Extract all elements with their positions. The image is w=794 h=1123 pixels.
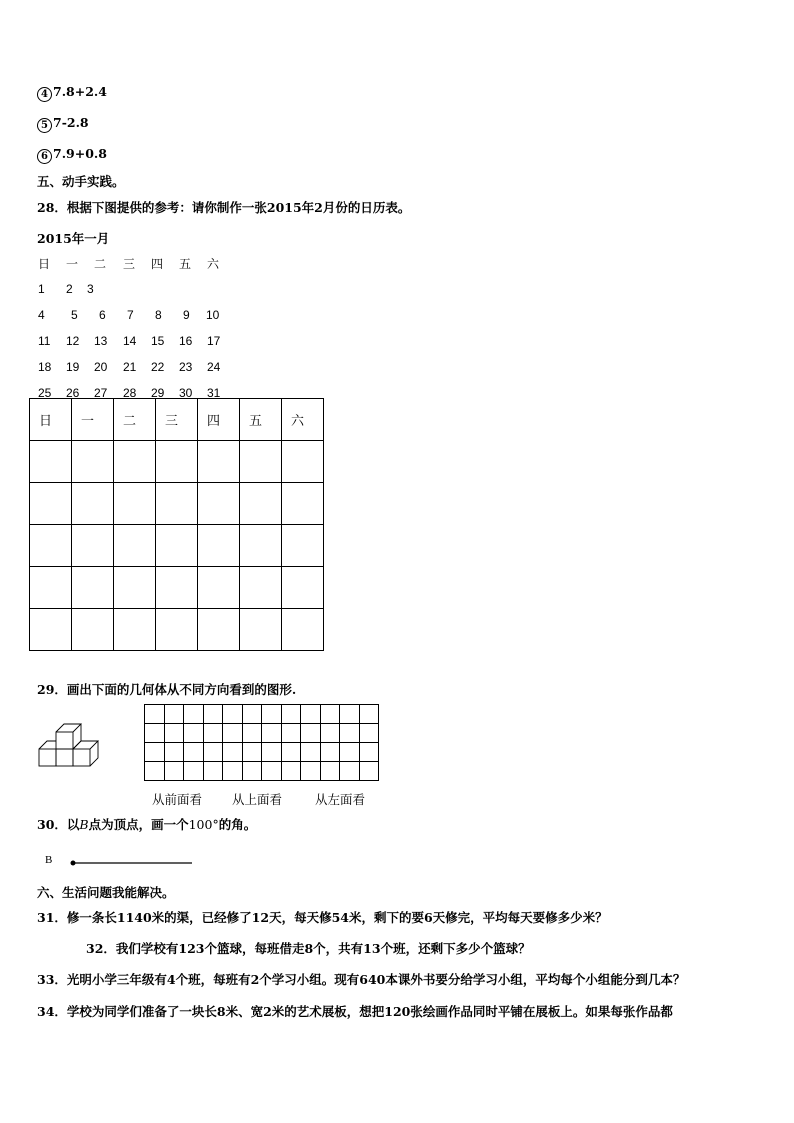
- reference-weekday: 四: [151, 257, 164, 271]
- calendar-cell[interactable]: [282, 525, 324, 567]
- calendar-cell[interactable]: [30, 441, 72, 483]
- q30-point-var: B: [79, 817, 89, 832]
- reference-weekday: 日: [38, 257, 51, 271]
- reference-date: 15: [151, 334, 165, 348]
- reference-date: 11: [38, 334, 51, 348]
- reference-weekday: 五: [179, 257, 192, 271]
- calendar-cell[interactable]: [30, 567, 72, 609]
- calendar-cell[interactable]: [114, 567, 156, 609]
- calendar-cell[interactable]: [72, 483, 114, 525]
- reference-date: 3: [87, 282, 94, 296]
- calendar-cell[interactable]: [282, 567, 324, 609]
- section-6-heading: 六、生活问题我能解决。: [37, 885, 175, 900]
- expression: 7.9+0.8: [53, 146, 107, 161]
- calendar-row: [30, 609, 324, 651]
- calendar-table: [29, 398, 324, 651]
- reference-date: 14: [123, 334, 137, 348]
- circled-number: 6: [37, 149, 52, 164]
- calendar-cell[interactable]: [198, 525, 240, 567]
- reference-date: 9: [183, 308, 190, 322]
- calendar-cell[interactable]: [114, 483, 156, 525]
- calendar-row: [30, 441, 324, 483]
- question-30: [37, 817, 256, 833]
- question-31: 31．修一条长1140米的渠，已经修了12天，每天修54米，剩下的要6天修完，平均每天要修多少米？: [37, 910, 608, 925]
- reference-date: 12: [66, 334, 80, 348]
- reference-date: 23: [179, 360, 193, 374]
- q30-angle: 100°: [188, 817, 219, 832]
- calendar-header-cell: 六: [282, 399, 324, 441]
- reference-date: 8: [155, 308, 162, 322]
- circled-number: 5: [37, 118, 52, 133]
- calendar-cell[interactable]: [240, 525, 282, 567]
- reference-date: 2: [66, 282, 73, 296]
- cube-stack-figure: [36, 722, 108, 772]
- reference-date: 17: [207, 334, 221, 348]
- calendar-header-cell: 二: [114, 399, 156, 441]
- point-b-label: B: [45, 854, 53, 866]
- reference-weekday: 三: [123, 257, 136, 271]
- reference-date: 16: [179, 334, 193, 348]
- reference-date: 31: [207, 386, 221, 400]
- calendar-cell[interactable]: [114, 609, 156, 651]
- drawing-grid: [144, 704, 379, 781]
- calendar-cell[interactable]: [198, 441, 240, 483]
- expression: 7.8+2.4: [53, 84, 107, 99]
- left-view-label: 从左面看: [315, 792, 366, 807]
- calendar-cell[interactable]: [240, 441, 282, 483]
- calendar-header-cell: 一: [72, 399, 114, 441]
- calendar-cell[interactable]: [114, 441, 156, 483]
- expression: 7-2.8: [53, 115, 89, 130]
- reference-date: 29: [151, 386, 165, 400]
- section-5-heading: 五、动手实践。: [37, 174, 125, 189]
- question-29: 29．画出下面的几何体从不同方向看到的图形.: [37, 682, 297, 697]
- calendar-cell[interactable]: [72, 441, 114, 483]
- reference-date: 18: [38, 360, 52, 374]
- calendar-cell[interactable]: [282, 483, 324, 525]
- calendar-cell[interactable]: [282, 441, 324, 483]
- reference-date: 4: [38, 308, 45, 322]
- question-28: 28．根据下图提供的参考：请你制作一张2015年2月份的日历表。: [37, 200, 411, 215]
- calendar-row: [30, 483, 324, 525]
- reference-date: 26: [66, 386, 80, 400]
- calendar-cell[interactable]: [72, 567, 114, 609]
- calendar-cell[interactable]: [30, 609, 72, 651]
- calendar-cell[interactable]: [198, 567, 240, 609]
- reference-date: 7: [127, 308, 134, 322]
- reference-weekday: 一: [66, 257, 79, 271]
- top-view-label: 从上面看: [232, 792, 283, 807]
- calendar-cell[interactable]: [282, 609, 324, 651]
- calendar-cell[interactable]: [114, 525, 156, 567]
- reference-date: 1: [38, 282, 45, 296]
- ray-from-b: [68, 858, 194, 868]
- calendar-cell[interactable]: [30, 525, 72, 567]
- calendar-cell[interactable]: [198, 483, 240, 525]
- calendar-header-row: [30, 399, 324, 441]
- reference-date: 25: [38, 386, 52, 400]
- circled-number: 4: [37, 87, 52, 102]
- calendar-cell[interactable]: [156, 525, 198, 567]
- calendar-cell[interactable]: [156, 441, 198, 483]
- calendar-cell[interactable]: [30, 483, 72, 525]
- front-view-label: 从前面看: [152, 792, 203, 807]
- question-32: 32．我们学校有123个篮球，每班借走8个，共有13个班，还剩下多少个篮球？: [86, 941, 531, 956]
- reference-date: 13: [94, 334, 108, 348]
- calendar-cell[interactable]: [240, 609, 282, 651]
- calendar-row: [30, 567, 324, 609]
- q30-suffix: 的角。: [218, 817, 257, 832]
- reference-weekday: 二: [94, 257, 107, 271]
- reference-date: 28: [123, 386, 137, 400]
- calendar-cell[interactable]: [72, 525, 114, 567]
- reference-date: 19: [66, 360, 80, 374]
- calendar-cell[interactable]: [156, 609, 198, 651]
- calendar-header-cell: 五: [240, 399, 282, 441]
- calendar-row: [30, 525, 324, 567]
- calendar-cell[interactable]: [198, 609, 240, 651]
- reference-date: 5: [71, 308, 78, 322]
- reference-date: 27: [94, 386, 108, 400]
- calendar-header-cell: 日: [30, 399, 72, 441]
- reference-date: 22: [151, 360, 165, 374]
- reference-date: 21: [123, 360, 137, 374]
- calendar-cell[interactable]: [156, 567, 198, 609]
- calendar-header-cell: 三: [156, 399, 198, 441]
- calendar-cell[interactable]: [156, 483, 198, 525]
- reference-date: 30: [179, 386, 193, 400]
- q30-prefix: 30．以: [37, 817, 80, 832]
- question-33: 33．光明小学三年级有4个班，每班有2个学习小组。现有640本课外书要分给学习小组，平均每个小组能分到几本？: [37, 972, 686, 987]
- reference-title: 2015年一月: [37, 231, 110, 246]
- reference-weekday: 六: [207, 257, 220, 271]
- question-34: 34．学校为同学们准备了一块长8米、宽2米的艺术展板，想把120张绘画作品同时平铺在展板上。如果每张作品都: [37, 1004, 673, 1019]
- reference-date: 20: [94, 360, 108, 374]
- reference-calendar: [0, 0, 794, 400]
- q30-middle: 点为顶点，画一个: [88, 817, 189, 832]
- calendar-header-cell: 四: [198, 399, 240, 441]
- reference-date: 24: [207, 360, 221, 374]
- reference-date: 6: [99, 308, 106, 322]
- calendar-cell[interactable]: [240, 483, 282, 525]
- calendar-cell[interactable]: [240, 567, 282, 609]
- reference-date: 10: [206, 308, 220, 322]
- calendar-cell[interactable]: [72, 609, 114, 651]
